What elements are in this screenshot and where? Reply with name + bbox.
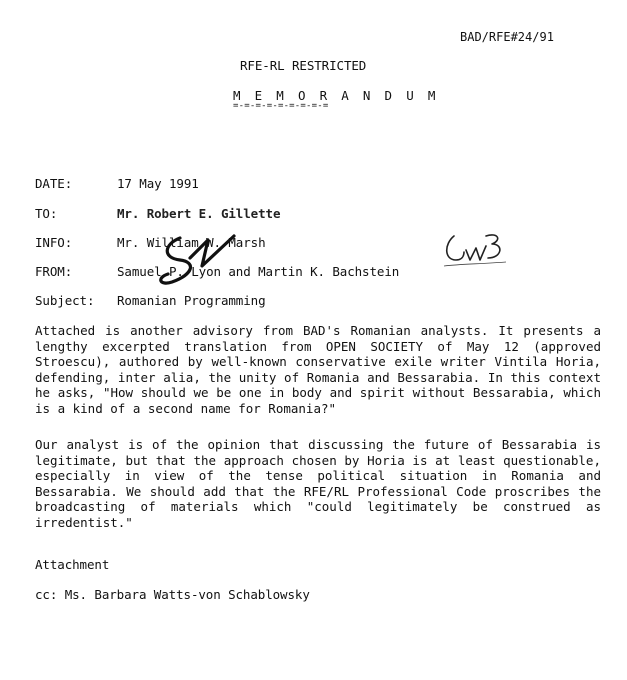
title-underline: =-=-=-=-=-=-=-=-=: [233, 101, 329, 111]
body-paragraph-1: Attached is another advisory from BAD's Romanian analysts. It presents a lengthy excerpted translation from OPEN SOCIETY of May 12 (approved Stroescu), authored by well-known conservative exile writer Vintila Horia, defending, inter alia, the unity of Romania and Bessarabia. In this context he asks, "How should we be one in body and spirit without Bessarabia, which is a kind of a second name for Romania?": [35, 323, 601, 416]
subject-value: Romanian Programming: [117, 293, 266, 308]
date-value: 17 May 1991: [117, 176, 199, 191]
classification-heading: RFE-RL RESTRICTED: [240, 58, 367, 73]
cc-line: cc: Ms. Barbara Watts-von Schablowsky: [35, 587, 310, 602]
handwritten-initials: [440, 228, 512, 274]
body-paragraph-2: Our analyst is of the opinion that discussing the future of Bessarabia is legitimate, but that the approach chosen by Horia is at least questionable, especially in view of the tense political situation in Romania and Bessarabia. We should add that the RFE/RL Professional Code proscribes the broadcasting of materials which "could legitimately be construed as irredentist.": [35, 437, 601, 530]
from-value: Samuel P. Lyon and Martin K. Bachstein: [117, 264, 400, 279]
attachment-label: Attachment: [35, 557, 110, 572]
subject-label: Subject:: [35, 293, 95, 308]
info-value: Mr. William W. Marsh: [117, 235, 266, 250]
signature-scribble: [150, 228, 245, 290]
to-label: TO:: [35, 206, 58, 221]
to-value: Mr. Robert E. Gillette: [117, 206, 281, 221]
date-label: DATE:: [35, 176, 73, 191]
info-label: INFO:: [35, 235, 73, 250]
memo-title: M E M O R A N D U M: [233, 88, 439, 103]
document-reference: BAD/RFE#24/91: [460, 30, 554, 44]
from-label: FROM:: [35, 264, 73, 279]
